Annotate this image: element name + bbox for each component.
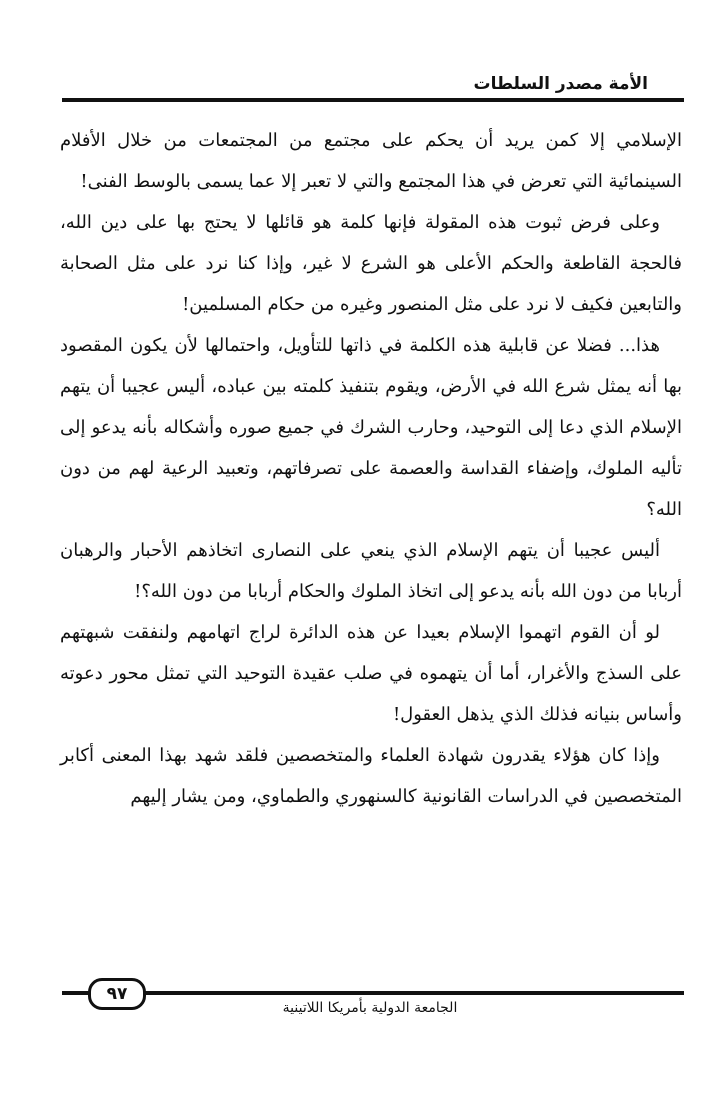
paragraph: أليس عجيبا أن يتهم الإسلام الذي ينعي على النصارى اتخاذهم الأحبار والرهبان أربابا من دون الله بأنه يدعو إلى اتخاذ الملوك والحكام أربابا من دون الله؟! bbox=[60, 540, 682, 602]
body-text bbox=[60, 120, 682, 817]
page-number: ٩٧ bbox=[88, 978, 146, 1010]
paragraph: هذا... فضلا عن قابلية هذه الكلمة في ذاتها للتأويل، واحتمالها لأن يكون المقصود بها أنه يمثل شرع الله في الأرض، ويقوم بتنفيذ كلمته بين عباده، أليس عجيبا أن يتهم الإسلام الذي دعا إلى التوحيد، وحارب الشرك في جميع صوره وأشكاله بأنه يدعو إلى تأليه الملوك، وإضفاء القداسة والعصمة على تصرفاتهم، وتعبيد الرعية لهم من دون الله؟ bbox=[60, 335, 682, 520]
paragraph: وعلى فرض ثبوت هذه المقولة فإنها كلمة هو قائلها لا يحتج بها على دين الله، فالحجة القاطعة والحكم الأعلى هو الشرع لا غير، وإذا كنا نرد على مثل الصحابة والتابعين فكيف لا نرد على مثل المنصور وغيره من حكام المسلمين! bbox=[60, 212, 682, 315]
paragraph: الإسلامي إلا كمن يريد أن يحكم على مجتمع من المجتمعات من خلال الأفلام السينمائية التي تعرض في هذا المجتمع والتي لا تعبر إلا عما يسمى بالوسط الفنى! bbox=[60, 130, 682, 192]
running-header-title: الأمة مصدر السلطات bbox=[473, 74, 648, 94]
paragraph: وإذا كان هؤلاء يقدرون شهادة العلماء والمتخصصين فلقد شهد بهذا المعنى أكابر المتخصصين في الدراسات القانونية كالسنهوري والطماوي، ومن يشار إليهم bbox=[60, 745, 682, 807]
header-rule bbox=[62, 98, 684, 102]
footer-institution-name: الجامعة الدولية بأمريكا اللاتينية bbox=[282, 1000, 458, 1016]
footer-rule bbox=[62, 991, 684, 995]
paragraph: لو أن القوم اتهموا الإسلام بعيدا عن هذه الدائرة لراج اتهامهم ولنفقت شبهتهم على السذج والأغرار، أما أن يتهموه في صلب عقيدة التوحيد التي تمثل محور دعوته وأساس بنيانه فذلك الذي يذهل العقول! bbox=[60, 622, 682, 725]
